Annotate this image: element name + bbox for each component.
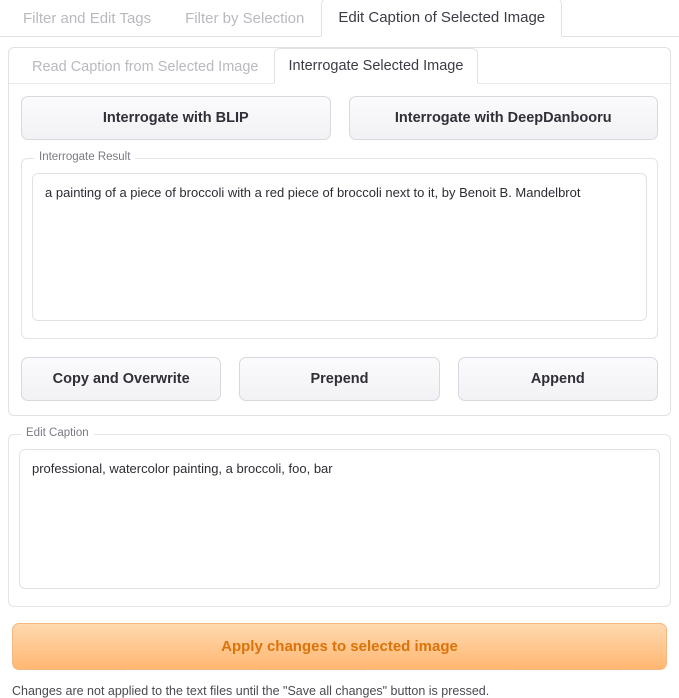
interrogate-result-input[interactable]: [32, 173, 647, 321]
footnote-text: Changes are not applied to the text files until the "Save all changes" button is pressed.: [12, 684, 490, 698]
interrogate-button-row: [21, 96, 658, 140]
prepend-button[interactable]: Prepend: [239, 357, 439, 401]
interrogate-with-deepdanbooru-button[interactable]: Interrogate with DeepDanbooru: [349, 96, 659, 140]
tab-read-caption-from-selected-image[interactable]: Read Caption from Selected Image: [32, 58, 259, 75]
tab-filter-by-selection[interactable]: Filter by Selection: [185, 10, 305, 27]
outer-tab-bar: [0, 0, 679, 37]
append-button[interactable]: Append: [458, 357, 658, 401]
interrogate-panel-body: [9, 84, 670, 415]
interrogate-result-group: [21, 151, 658, 339]
interrogate-result-legend: Interrogate Result: [34, 151, 135, 163]
tab-edit-caption-of-selected-image[interactable]: Edit Caption of Selected Image: [321, 0, 562, 37]
edit-caption-input[interactable]: [19, 449, 660, 589]
apply-changes-button[interactable]: Apply changes to selected image: [12, 623, 667, 670]
tab-filter-and-edit-tags[interactable]: Filter and Edit Tags: [23, 10, 152, 27]
edit-caption-legend: Edit Caption: [21, 427, 94, 439]
caption-action-button-row: [21, 357, 658, 401]
tab-interrogate-selected-image[interactable]: Interrogate Selected Image: [274, 48, 479, 85]
edit-caption-panel: [8, 47, 671, 416]
inner-tab-bar: [9, 48, 670, 84]
interrogate-with-blip-button[interactable]: Interrogate with BLIP: [21, 96, 331, 140]
copy-and-overwrite-button[interactable]: Copy and Overwrite: [21, 357, 221, 401]
edit-caption-group: [8, 427, 671, 607]
